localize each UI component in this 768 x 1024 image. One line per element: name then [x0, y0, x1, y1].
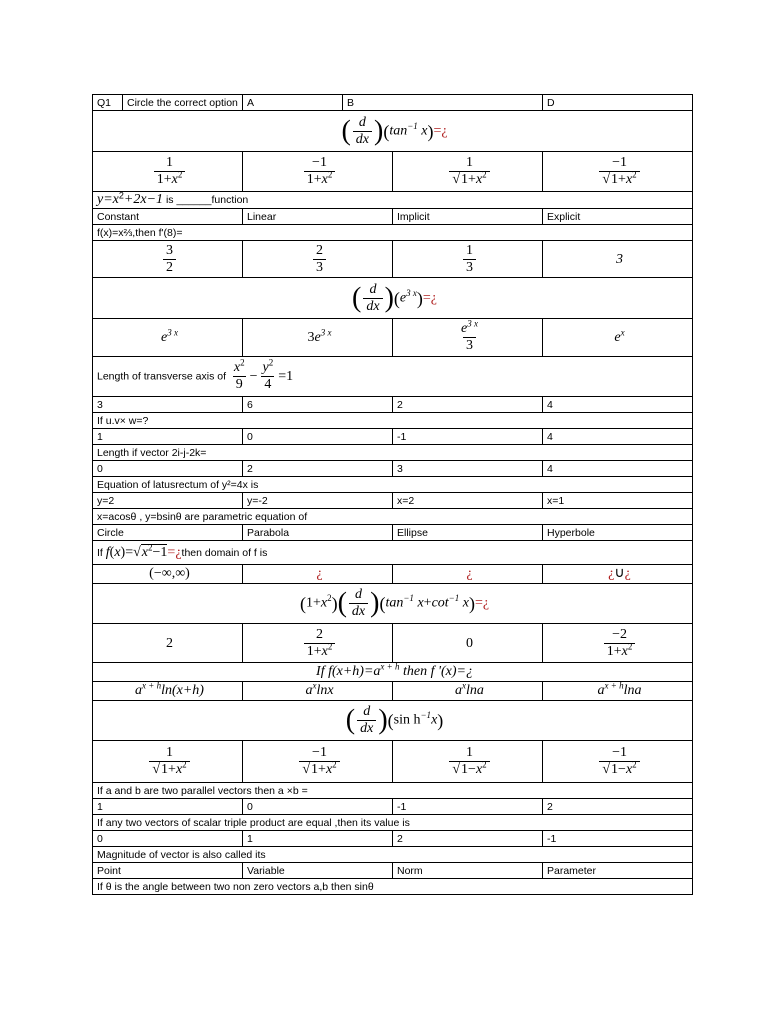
quiz-body [92, 110, 693, 895]
question-row [93, 847, 693, 863]
option-a[interactable]: $e^{3 x}$ [93, 319, 243, 357]
option-a[interactable]: $\frac{3}{2}$ [93, 241, 243, 278]
options-row [93, 799, 693, 815]
option-d[interactable]: $\frac{-1}{√1-x^2}$ [543, 741, 693, 783]
options-row [93, 741, 693, 783]
option-d[interactable]: ¿∪¿ [543, 565, 693, 584]
options-row [93, 209, 693, 225]
option-b[interactable]: 2 [243, 461, 393, 477]
options-row [93, 565, 693, 584]
question-derivative-arctan: ( $\frac{d}{dx}$ )($\tan^{-1}$ x)=¿ [93, 111, 693, 152]
question-row [93, 445, 693, 461]
option-d[interactable]: 3 [543, 241, 693, 278]
question-derivative-exp: ( $\frac{d}{dx}$ )$(e^{3 x})=¿$ [93, 278, 693, 319]
options-row [93, 624, 693, 663]
question-vector-length: Length if vector 2i-j-2k= [93, 445, 693, 461]
option-d[interactable]: $\frac{-1}{√1+x^2}$ [543, 152, 693, 192]
header-row [93, 95, 693, 111]
options-row [93, 397, 693, 413]
question-row [93, 111, 693, 152]
option-a[interactable]: 0 [93, 461, 243, 477]
option-b[interactable]: $3e^{3 x}$ [243, 319, 393, 357]
option-a[interactable]: 1 [93, 799, 243, 815]
options-row [93, 319, 693, 357]
option-c[interactable]: -1 [393, 799, 543, 815]
question-parallel-vectors: If a and b are two parallel vectors then a ×b = [93, 783, 693, 799]
option-d[interactable]: $e^x$ [543, 319, 693, 357]
question-row [93, 278, 693, 319]
question-row [93, 815, 693, 831]
option-c[interactable]: $\frac{1}{√1-x^2}$ [393, 741, 543, 783]
question-parametric: x=acosθ , y=bsinθ are parametric equation of [93, 509, 693, 525]
option-c[interactable]: 2 [393, 397, 543, 413]
options-row [93, 241, 693, 278]
question-exp-derivative: If $f(x+h)=a^{x + h}$ then f '(x)=¿ [93, 663, 693, 682]
option-b[interactable]: 6 [243, 397, 393, 413]
options-row [93, 493, 693, 509]
question-row [93, 509, 693, 525]
col-header-d: D [543, 95, 693, 111]
option-a[interactable]: $\frac{1}{√1+x^2}$ [93, 741, 243, 783]
question-sin-theta: If θ is the angle between two non zero vectors a,b then sinθ [93, 879, 693, 895]
option-c[interactable]: $\frac{1}{√1+x^2}$ [393, 152, 543, 192]
question-row [93, 879, 693, 895]
option-c[interactable]: Norm [393, 863, 543, 879]
option-b[interactable]: Variable [243, 863, 393, 879]
option-d[interactable]: $\frac{-2}{1+x^2}$ [543, 624, 693, 663]
option-d[interactable]: Hyperbole [543, 525, 693, 541]
option-c[interactable]: 2 [393, 831, 543, 847]
option-a[interactable]: 1 [93, 429, 243, 445]
option-b[interactable]: ¿ [243, 565, 393, 584]
option-d[interactable]: Explicit [543, 209, 693, 225]
options-row [93, 863, 693, 879]
options-row [93, 682, 693, 701]
col-header-b: B [343, 95, 543, 111]
question-function-type: $y=x^2+2x-1$ is ______function [93, 192, 693, 209]
option-a[interactable]: y=2 [93, 493, 243, 509]
option-d[interactable]: Parameter [543, 863, 693, 879]
question-row [93, 413, 693, 429]
option-d[interactable]: 2 [543, 799, 693, 815]
question-row [93, 783, 693, 799]
question-row [93, 225, 693, 241]
option-d[interactable]: 4 [543, 397, 693, 413]
question-row [93, 584, 693, 624]
option-a[interactable]: 2 [93, 624, 243, 663]
option-a[interactable]: Constant [93, 209, 243, 225]
option-b[interactable]: $\frac{2}{3}$ [243, 241, 393, 278]
question-row [93, 541, 693, 565]
option-c[interactable]: -1 [393, 429, 543, 445]
option-a[interactable]: $\frac{1}{1+x^2}$ [93, 152, 243, 192]
question-fprime: f(x)=x⅔,then f'(8)= [93, 225, 693, 241]
option-b[interactable]: 1 [243, 831, 393, 847]
option-a[interactable]: Circle [93, 525, 243, 541]
option-b[interactable]: 0 [243, 799, 393, 815]
option-c[interactable]: Ellipse [393, 525, 543, 541]
option-a[interactable]: (−∞,∞) [93, 565, 243, 584]
question-latus-rectum: Equation of latusrectum of y²=4x is [93, 477, 693, 493]
question-derivative-arcsinh: ( $\frac{d}{dx}$ )(sin $h^{-1}x$) [93, 701, 693, 741]
question-number: Q1 [93, 95, 123, 111]
question-row [93, 477, 693, 493]
option-b[interactable]: $a^x\ln x$ [243, 682, 393, 701]
question-transverse-axis: Length of transverse axis of $\frac{x^2}{9}$ − $\frac{y^2}{4}$ =1 [93, 357, 693, 397]
col-header-a: A [243, 95, 343, 111]
option-b[interactable]: Linear [243, 209, 393, 225]
option-c[interactable]: 0 [393, 624, 543, 663]
option-d[interactable]: 4 [543, 461, 693, 477]
option-c[interactable]: $\frac{1}{3}$ [393, 241, 543, 278]
option-b[interactable]: $\frac{2}{1+x^2}$ [243, 624, 393, 663]
option-a[interactable]: 3 [93, 397, 243, 413]
option-c[interactable]: x=2 [393, 493, 543, 509]
option-d[interactable]: $a^{x + h}\ln a$ [543, 682, 693, 701]
option-c[interactable]: 3 [393, 461, 543, 477]
question-triple-product: If u.v× w=? [93, 413, 693, 429]
options-row [93, 831, 693, 847]
option-a[interactable]: 0 [93, 831, 243, 847]
option-b[interactable]: $\frac{-1}{1+x^2}$ [243, 152, 393, 192]
option-d[interactable]: -1 [543, 831, 693, 847]
options-row [93, 152, 693, 192]
option-c[interactable]: Implicit [393, 209, 543, 225]
option-b[interactable]: y=-2 [243, 493, 393, 509]
question-scalar-triple: If any two vectors of scalar triple product are equal ,then its value is [93, 815, 693, 831]
options-row [93, 461, 693, 477]
question-magnitude: Magnitude of vector is also called its [93, 847, 693, 863]
question-derivative-sum: $(1+x^2)$( $\frac{d}{dx}$ )($\tan^{-1}$ $x+\cot^{-1}$ x)=¿ [93, 584, 693, 624]
instruction: Circle the correct option [123, 95, 243, 111]
option-d[interactable]: x=1 [543, 493, 693, 509]
option-a[interactable]: $a^{x + h}\ln(x+h)$ [93, 682, 243, 701]
option-d[interactable]: 4 [543, 429, 693, 445]
option-b[interactable]: $\frac{-1}{√1+x^2}$ [243, 741, 393, 783]
option-b[interactable]: 0 [243, 429, 393, 445]
option-c[interactable]: $\frac{e^{3 x}}{3}$ [393, 319, 543, 357]
option-a[interactable]: Point [93, 863, 243, 879]
options-row [93, 429, 693, 445]
option-c[interactable]: $a^x\ln a$ [393, 682, 543, 701]
option-b[interactable]: Parabola [243, 525, 393, 541]
options-row [93, 525, 693, 541]
question-row [93, 192, 693, 209]
option-c[interactable]: ¿ [393, 565, 543, 584]
question-domain: If $f(x)=√x^2-1=¿then$ domain of f is [93, 541, 693, 565]
question-row [93, 357, 693, 397]
question-row [93, 701, 693, 741]
question-row [93, 663, 693, 682]
quiz-table [92, 94, 693, 111]
